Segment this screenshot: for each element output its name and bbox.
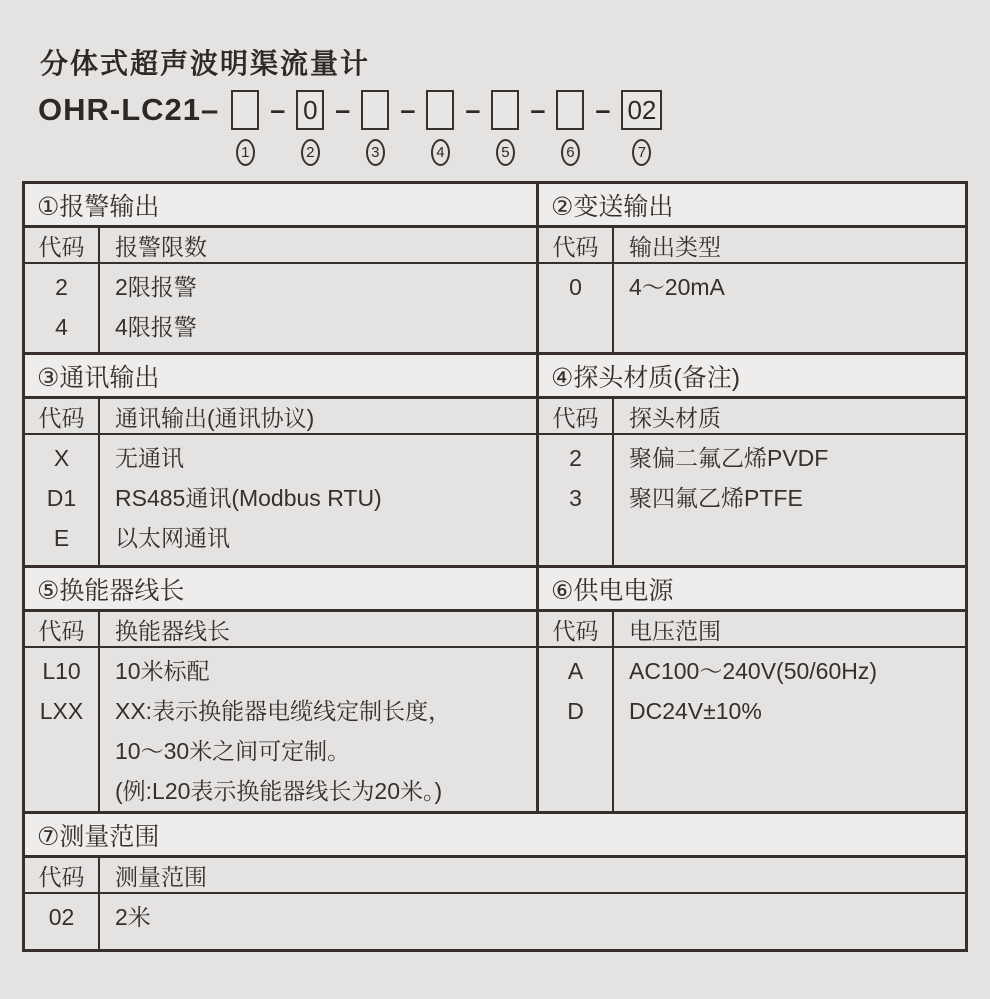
separator-dash: – <box>270 95 286 125</box>
code-column-header: 代码 <box>539 228 614 262</box>
section-body-1 <box>25 264 536 352</box>
code-column-header: 代码 <box>25 858 100 892</box>
code-column-header: 代码 <box>539 399 614 433</box>
section-transducer-cable <box>25 568 536 811</box>
code-box-6 <box>556 90 584 130</box>
model-position-6 <box>556 90 584 166</box>
model-code <box>38 90 662 166</box>
desc-value: 4～20mA <box>629 274 725 300</box>
section-title-7: ⑦测量范围 <box>25 814 965 858</box>
section-header-1 <box>25 228 536 264</box>
section-header-7 <box>25 858 965 894</box>
desc-cells <box>100 435 536 565</box>
desc-column-header: 输出类型 <box>629 233 721 260</box>
desc-column-header: 探头材质 <box>629 404 721 431</box>
separator-dash: – <box>335 95 351 125</box>
code-cells <box>539 264 614 352</box>
section-header-5 <box>25 612 536 648</box>
position-number-5: 5 <box>496 139 515 166</box>
spec-table <box>22 181 968 952</box>
section-measure-range <box>25 814 965 949</box>
code-box-2: 0 <box>296 90 324 130</box>
code-column-header: 代码 <box>25 399 100 433</box>
section-header-2 <box>539 228 965 264</box>
code-box-1 <box>231 90 259 130</box>
code-value: D1 <box>46 485 77 511</box>
model-position-4 <box>426 90 454 166</box>
position-number-4: 4 <box>431 139 450 166</box>
table-band-3 <box>25 568 965 814</box>
section-header-3 <box>25 399 536 435</box>
code-value: 2 <box>569 445 582 471</box>
desc-column-header: 通讯输出(通讯协议) <box>115 404 315 431</box>
desc-value: 2限报警 <box>115 274 197 300</box>
separator-dash: – <box>530 95 546 125</box>
section-body-2 <box>539 264 965 352</box>
section-body-7 <box>25 894 965 949</box>
code-value: D <box>567 698 584 724</box>
desc-cells <box>100 648 536 811</box>
table-band-4 <box>25 814 965 949</box>
code-value: 4 <box>55 314 68 340</box>
desc-cells <box>614 648 965 811</box>
separator-dash: – <box>400 95 416 125</box>
section-probe-material <box>536 355 965 565</box>
position-number-3: 3 <box>366 139 385 166</box>
position-number-7: 7 <box>632 139 651 166</box>
code-cells <box>25 648 100 811</box>
code-value: 3 <box>569 485 582 511</box>
code-value: 2 <box>55 274 68 300</box>
position-number-6: 6 <box>561 139 580 166</box>
desc-value: (例:L20表示换能器线长为20米。) <box>115 778 443 804</box>
desc-column-header: 报警限数 <box>115 233 207 260</box>
desc-cells <box>100 894 965 949</box>
section-title-1: ①报警输出 <box>25 184 536 228</box>
section-transmit-output <box>536 184 965 352</box>
code-cells <box>25 435 100 565</box>
desc-column-header: 换能器线长 <box>115 617 230 644</box>
section-title-6: ⑥供电电源 <box>539 568 965 612</box>
desc-value: 2米 <box>115 904 151 930</box>
desc-cells <box>614 435 965 565</box>
code-column-header: 代码 <box>25 228 100 262</box>
desc-value: 以太网通讯 <box>115 525 230 551</box>
section-header-4 <box>539 399 965 435</box>
table-band-1 <box>25 184 965 355</box>
section-body-6 <box>539 648 965 811</box>
model-position-2 <box>296 90 324 166</box>
code-cells <box>25 264 100 352</box>
section-title-4: ④探头材质(备注) <box>539 355 965 399</box>
section-title-5: ⑤换能器线长 <box>25 568 536 612</box>
model-position-1 <box>231 90 259 166</box>
separator-dash: – <box>595 95 611 125</box>
section-power-supply <box>536 568 965 811</box>
desc-value: AC100～240V(50/60Hz) <box>629 658 878 684</box>
position-number-1: 1 <box>236 139 255 166</box>
desc-value: 10米标配 <box>115 658 210 684</box>
model-position-7 <box>621 90 662 166</box>
desc-value: RS485通讯(Modbus RTU) <box>115 485 382 511</box>
section-title-2: ②变送输出 <box>539 184 965 228</box>
code-value: A <box>567 658 584 684</box>
desc-cells <box>614 264 965 352</box>
position-number-2: 2 <box>301 139 320 166</box>
desc-value: DC24V±10% <box>629 698 762 724</box>
separator-dash: – <box>465 95 481 125</box>
code-box-3 <box>361 90 389 130</box>
desc-value: 聚四氟乙烯PTFE <box>629 485 803 511</box>
code-value: 02 <box>48 904 75 930</box>
model-position-5 <box>491 90 519 166</box>
code-value: 0 <box>569 274 582 300</box>
code-value: X <box>53 445 70 471</box>
code-value: L10 <box>42 658 81 684</box>
code-cells <box>539 435 614 565</box>
model-position-3 <box>361 90 389 166</box>
code-cells <box>25 894 100 949</box>
desc-value: 10～30米之间可定制。 <box>115 738 351 764</box>
desc-value: 聚偏二氟乙烯PVDF <box>629 445 829 471</box>
code-box-7: 02 <box>621 90 662 130</box>
section-alarm-output <box>25 184 536 352</box>
desc-value: XX:表示换能器电缆线定制长度， <box>115 698 452 724</box>
desc-cells <box>100 264 536 352</box>
code-box-5 <box>491 90 519 130</box>
section-body-5 <box>25 648 536 811</box>
section-body-3 <box>25 435 536 565</box>
code-column-header: 代码 <box>25 612 100 646</box>
section-header-6 <box>539 612 965 648</box>
section-title-3: ③通讯输出 <box>25 355 536 399</box>
desc-value: 4限报警 <box>115 314 197 340</box>
desc-column-header: 测量范围 <box>115 863 207 890</box>
code-column-header: 代码 <box>539 612 614 646</box>
code-box-4 <box>426 90 454 130</box>
code-cells <box>539 648 614 811</box>
desc-value: 无通讯 <box>115 445 184 471</box>
section-comm-output <box>25 355 536 565</box>
code-value: E <box>53 525 70 551</box>
table-band-2 <box>25 355 965 568</box>
section-body-4 <box>539 435 965 565</box>
desc-column-header: 电压范围 <box>629 617 721 644</box>
page-title: 分体式超声波明渠流量计 <box>40 48 371 79</box>
code-value: LXX <box>39 698 84 724</box>
model-prefix: OHR-LC21– <box>38 92 220 127</box>
